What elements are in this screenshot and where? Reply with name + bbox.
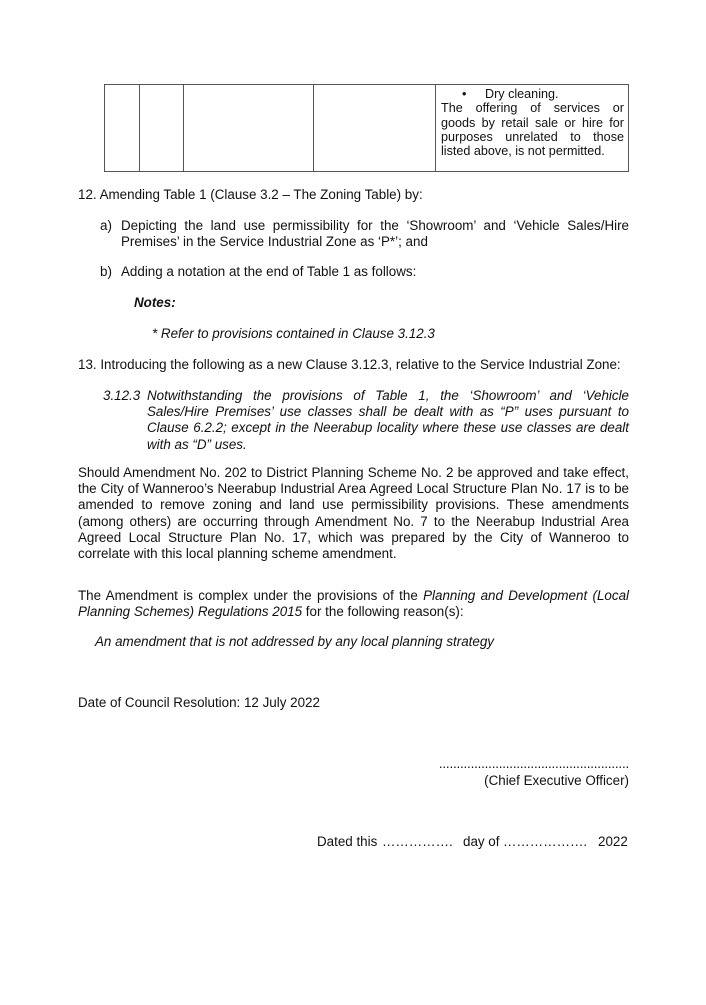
dated-day-blank: ……………. (382, 834, 453, 849)
resolution-date: Date of Council Resolution: 12 July 2022 (78, 695, 320, 710)
item-12a-label: a) (100, 218, 112, 233)
dated-month-blank: ………………. (503, 834, 588, 849)
item-12-heading: 12. Amending Table 1 (Clause 3.2 – The Zoning Table) by: (78, 187, 423, 202)
dated-year: 2022 (598, 834, 628, 849)
note-text: * Refer to provisions contained in Clause 3.12.3 (152, 326, 435, 341)
table-cell (105, 85, 140, 172)
dated-middle: day of (463, 834, 500, 849)
notes-heading: Notes: (134, 295, 176, 310)
table-cell (314, 85, 436, 172)
item-12a-text: Depicting the land use permissibility for the ‘Showroom’ and ‘Vehicle Sales/Hire Premises’ in the Service Industrial Zone as ‘P*’; and (121, 218, 629, 250)
bullet-icon: • (462, 87, 467, 101)
clause-text: Notwithstanding the provisions of Table 1, the ‘Showroom’ and ‘Vehicle Sales/Hire Premises’ use classes shall be dealt with as “P” uses pursuant to Clause 6.2.2; except in the Neerabup locality where these use classes are dealt with as “D” uses. (147, 388, 629, 452)
regulation-title: Planning and Development (Local Planning Schemes) Regulations 2015 (78, 588, 629, 620)
amendment-paragraph: Should Amendment No. 202 to District Planning Scheme No. 2 be approved and take effect, the City of Wanneroo’s Neerabup Industrial Area Agreed Local Structure Plan No. 17 is to be amended to remove zoning and land use permissibility provisions. These amendments (among others) are occurring through Amendment No. 7 to the Neerabup Industrial Area Agreed Local Structure Plan No. 17, which was prepared by the City of Wanneroo to correlate with this local planning scheme amendment. (78, 465, 629, 562)
table-cell-uses (436, 85, 629, 172)
signature-title: (Chief Executive Officer) (484, 773, 629, 788)
clause-number: 3.12.3 (103, 388, 141, 403)
cell-paragraph: The offering of services or goods by retail sale or hire for purposes unrelated to those listed above, is not permitted. (441, 101, 624, 159)
signature-line: ...................................................... (438, 756, 629, 771)
item-12b-text: Adding a notation at the end of Table 1 as follows: (121, 264, 417, 279)
item-13-heading: 13. Introducing the following as a new Clause 3.12.3, relative to the Service Industrial Zone: (78, 357, 621, 372)
zoning-table-fragment (104, 84, 629, 172)
dated-prefix: Dated this (317, 834, 378, 849)
list-item (441, 87, 624, 101)
complex-statement: The Amendment is complex under the provisions of the Planning and Development (Local Planning Schemes) Regulations 2015 for the following reason(s): (78, 588, 629, 620)
bullet-text: Dry cleaning. (485, 87, 559, 101)
item-12b-label: b) (100, 264, 112, 279)
table-cell (184, 85, 314, 172)
table-cell (140, 85, 184, 172)
complex-reason: An amendment that is not addressed by any local planning strategy (95, 634, 494, 649)
